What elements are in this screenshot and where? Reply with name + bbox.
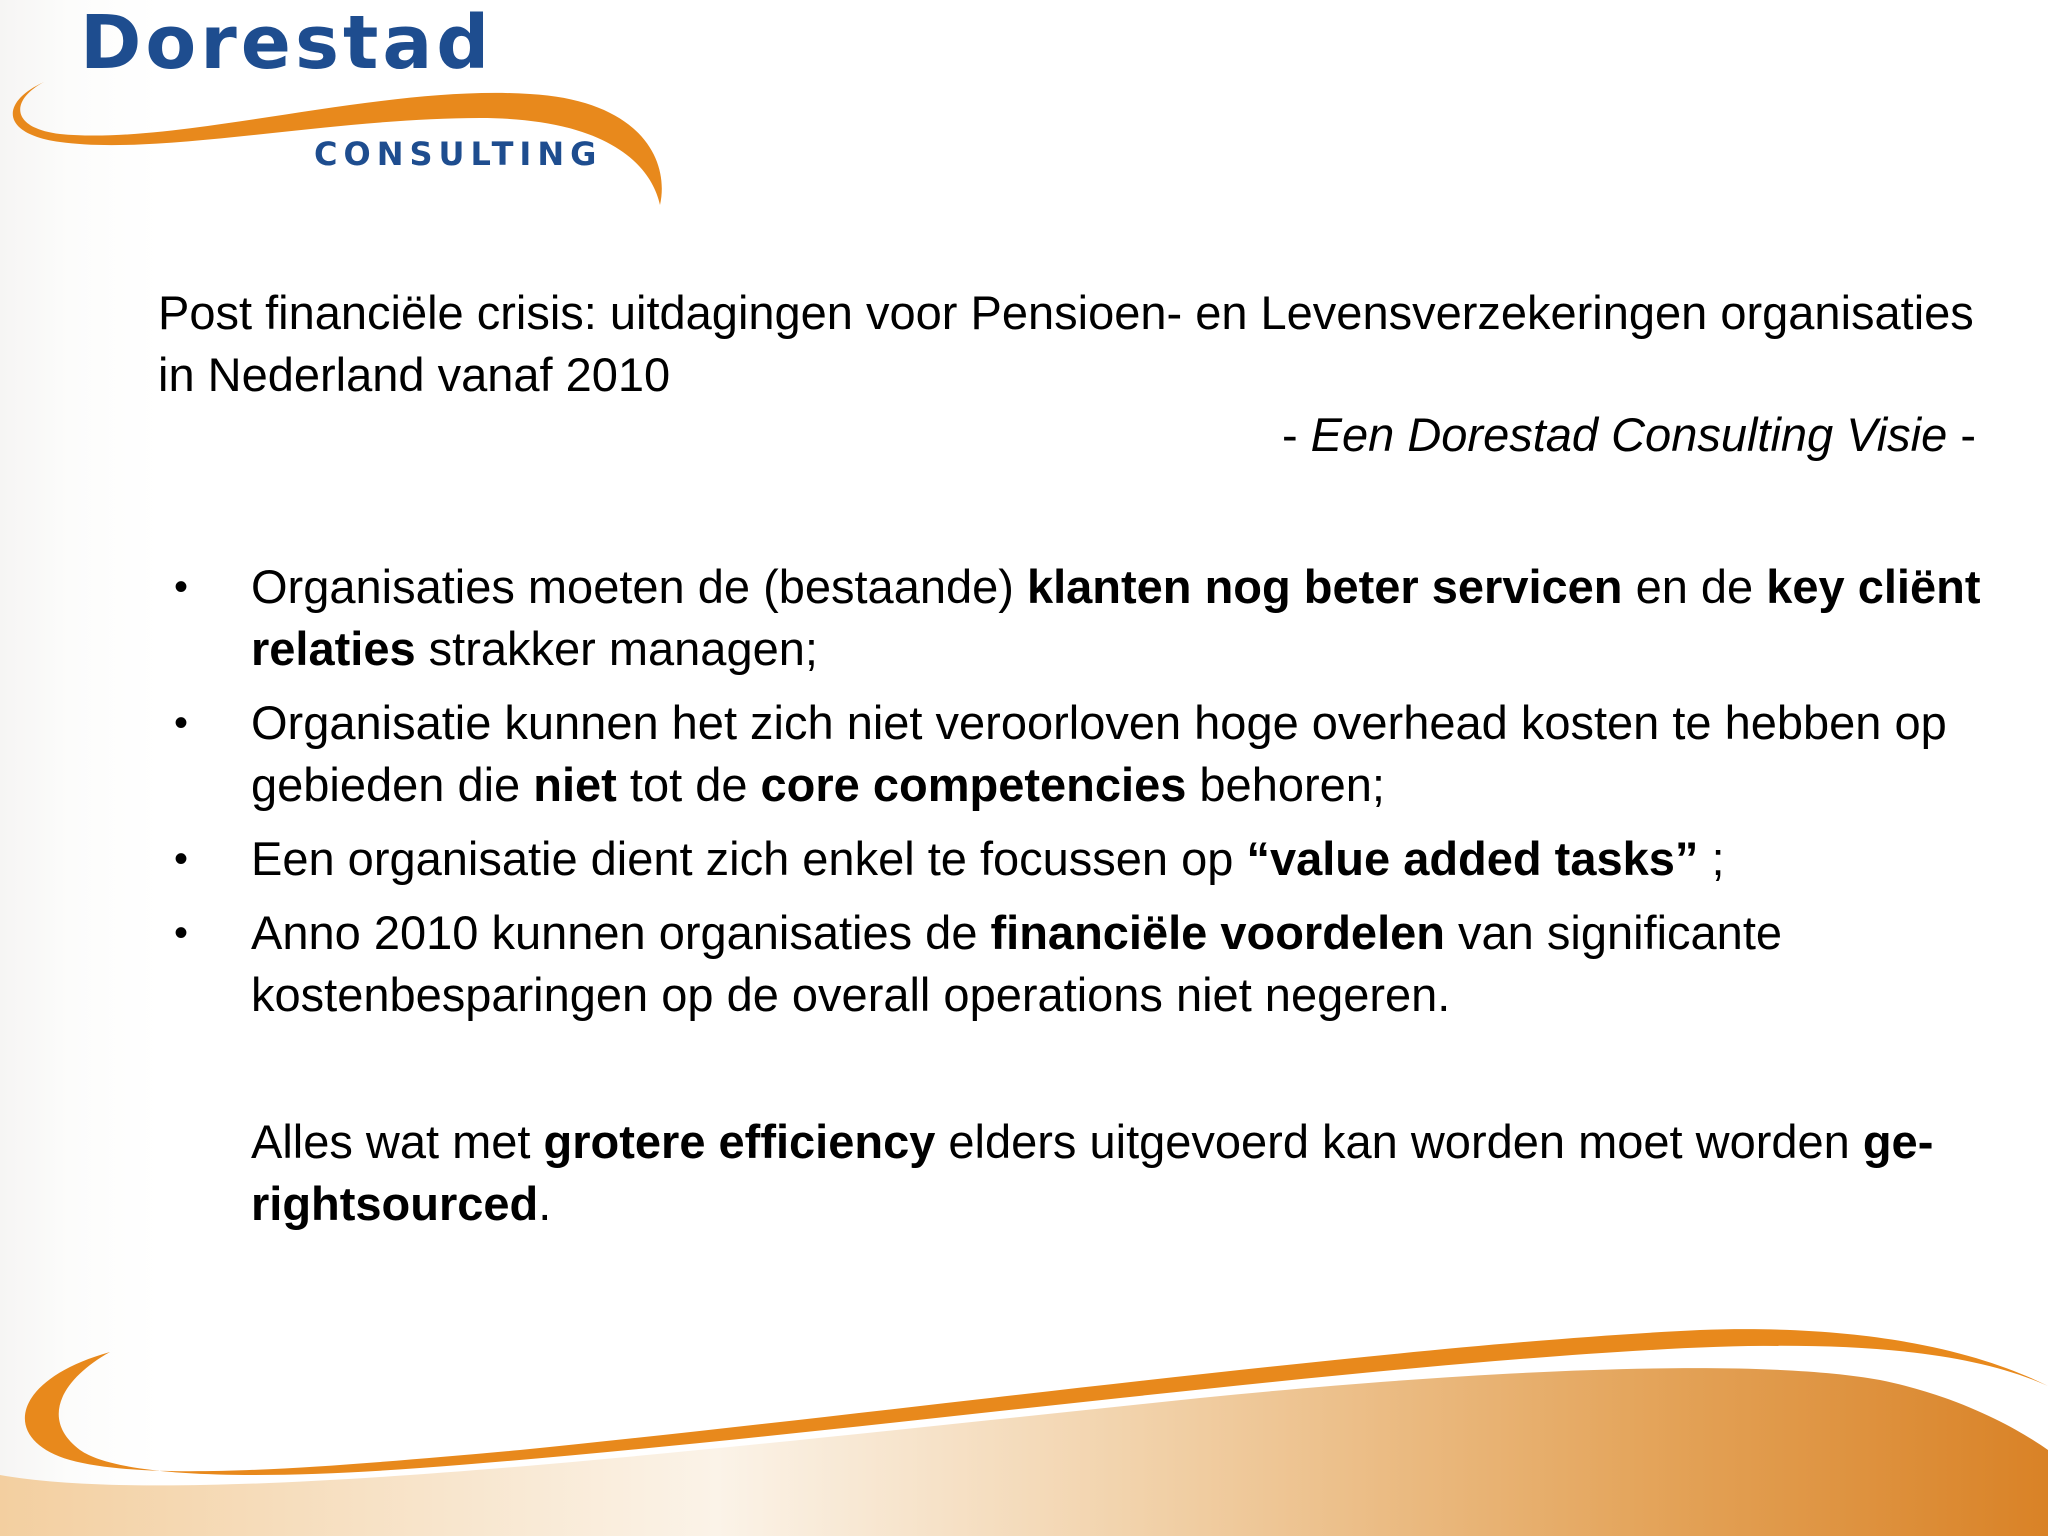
bullet-emphasis: “value added tasks” [1246, 832, 1699, 885]
bullet-emphasis: klanten nog beter servicen [1026, 560, 1623, 613]
bullet-emphasis: niet [533, 758, 617, 811]
closing-emphasis: ge-rightsourced [251, 1115, 1934, 1230]
bullet-text: strakker managen; [415, 622, 818, 675]
bullet-emphasis: key cliënt relaties [251, 560, 1981, 675]
list-item [160, 692, 2020, 816]
bullet-icon: • [174, 701, 189, 745]
bullet-text: en de [1622, 560, 1767, 613]
bullet-text: behoren; [1186, 758, 1385, 811]
bottom-swoosh-icon [0, 1300, 2048, 1536]
logo-subtitle: CONSULTING [314, 135, 603, 173]
closing-statement [251, 1111, 2011, 1235]
bullet-text: Een organisatie dient zich enkel te focussen op [251, 832, 1247, 885]
closing-emphasis: grotere efficiency [543, 1115, 936, 1168]
subtitle-text: Een Dorestad Consulting Visie [1310, 408, 1948, 461]
list-item [160, 556, 2020, 680]
bullet-text: tot de [616, 758, 761, 811]
bullet-text: Anno 2010 kunnen organisaties de [251, 906, 991, 959]
slide-subtitle [1282, 404, 1976, 466]
bullet-text: Organisaties moeten de (bestaande) [251, 560, 1027, 613]
bullet-text: ; [1698, 832, 1725, 885]
bullet-text: van significante kostenbesparingen op de overall operations niet negeren. [251, 906, 1783, 1021]
logo-wordmark: Dorestad [80, 0, 494, 86]
list-item [160, 902, 2020, 1026]
company-logo [0, 0, 700, 220]
closing-text: Alles wat met [251, 1115, 544, 1168]
subtitle-dash-close: - [1947, 408, 1976, 461]
closing-text: . [538, 1177, 552, 1230]
slide-title: Post financiële crisis: uitdagingen voor Pensioen- en Levensverzekeringen organisaties in Nederland vanaf 2010 [158, 286, 1974, 401]
bullet-icon: • [174, 565, 189, 609]
subtitle-dash-open: - [1281, 408, 1311, 461]
list-item [160, 828, 2020, 890]
bullet-icon: • [174, 911, 189, 955]
closing-text: elders uitgevoerd kan worden moet worden [935, 1115, 1863, 1168]
bullet-text: Organisatie kunnen het zich niet veroorloven hoge overhead kosten te hebben op gebieden die [251, 696, 1947, 811]
bullet-emphasis: core competencies [760, 758, 1187, 811]
bullet-list [160, 556, 2020, 1038]
bullet-emphasis: financiële voordelen [990, 906, 1445, 959]
bullet-icon: • [174, 837, 189, 881]
